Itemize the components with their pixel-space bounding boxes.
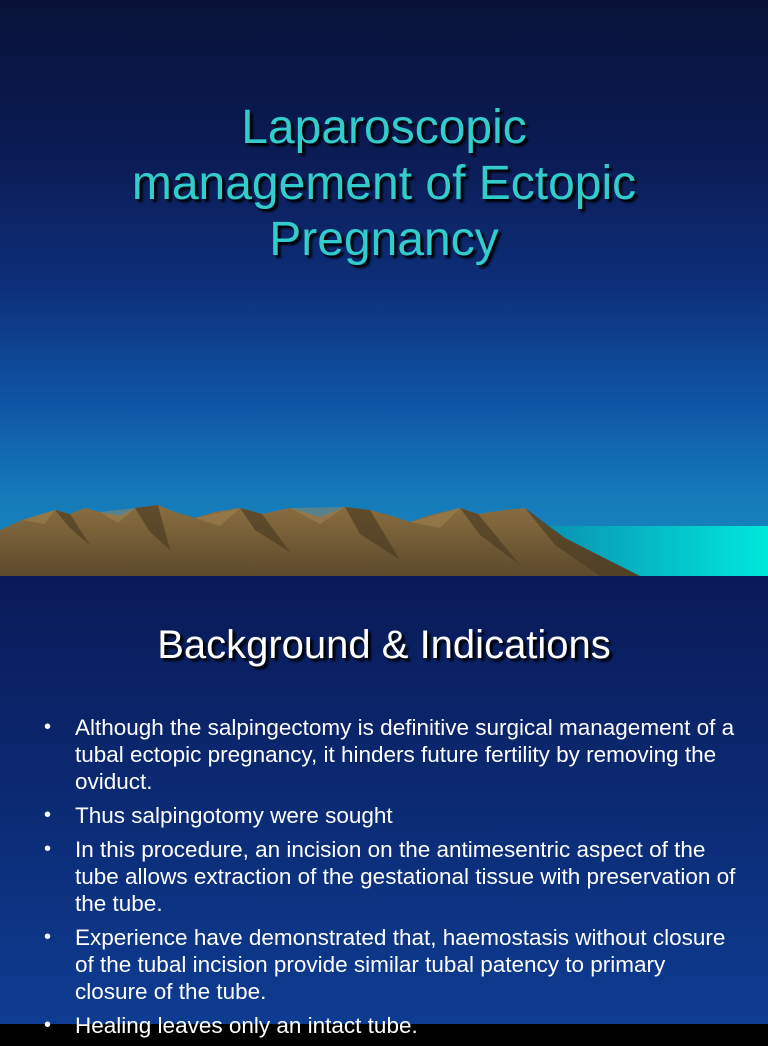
bullet-text: Although the salpingectomy is definitive surgical management of a tubal ectopic pregnancy, it hinders future fertility by removing the oviduct. (75, 715, 735, 794)
list-item (42, 836, 742, 917)
bullet-icon: • (44, 838, 52, 860)
list-item (42, 802, 742, 829)
bullet-icon: • (44, 1014, 52, 1036)
bullet-icon: • (44, 926, 52, 948)
title-line-3: Pregnancy (269, 213, 499, 266)
list-item (42, 1012, 742, 1039)
title-line-1: Laparoscopic (241, 101, 527, 154)
title-line-2: management of Ectopic (131, 157, 637, 210)
mountain-landscape (0, 490, 768, 576)
bullet-icon: • (44, 804, 52, 826)
bullet-text: Healing leaves only an intact tube. (75, 1013, 418, 1038)
list-item (42, 924, 742, 1005)
list-item (42, 714, 742, 795)
bullet-icon: • (44, 716, 52, 738)
slide-title (0, 100, 768, 268)
bullet-text: In this procedure, an incision on the antimesentric aspect of the tube allows extraction of the gestational tissue with preservation of the tube. (75, 837, 736, 916)
bullet-list (42, 714, 742, 1046)
bullet-text: Experience have demonstrated that, haemostasis without closure of the tubal incision provide similar tubal patency to primary closure of the tube. (75, 925, 726, 1004)
bullet-text: Thus salpingotomy were sought (75, 803, 393, 828)
slide-heading: Background & Indications (157, 623, 611, 667)
